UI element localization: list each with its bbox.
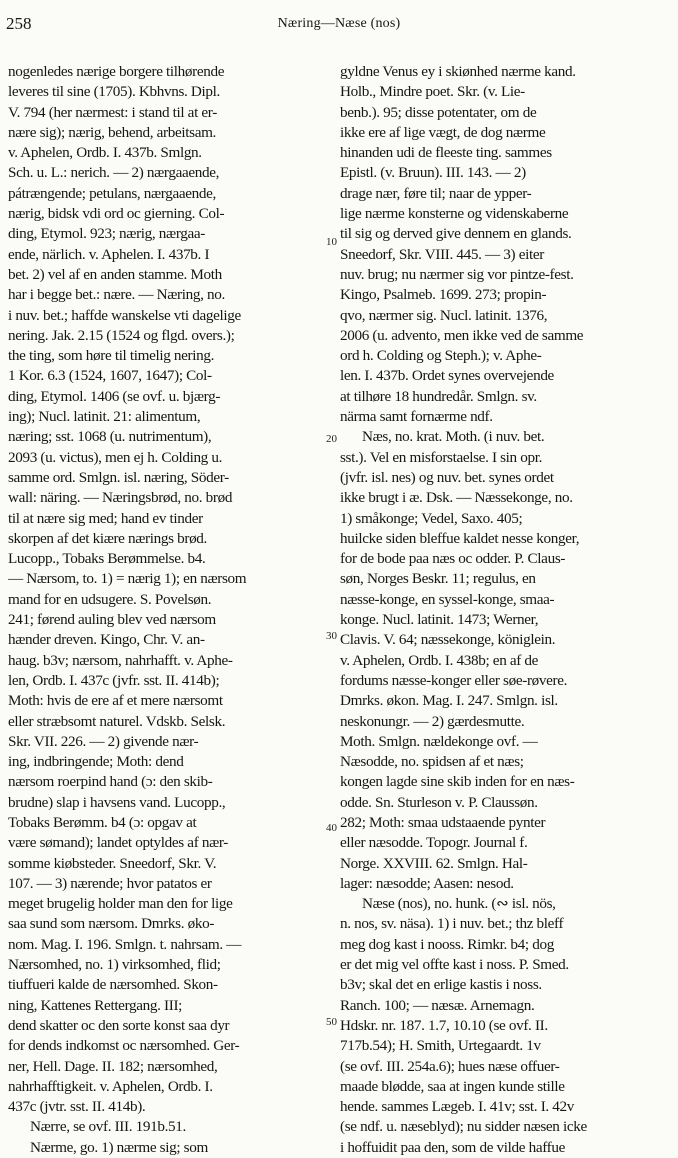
text-line: konge. Nucl. latinit. 1473; Werner, (340, 611, 539, 629)
text-line: nærsom roerpind hand (ɔ: den skib- (8, 773, 213, 791)
text-line: meget brugelig holder man den for lige (8, 895, 233, 913)
text-line: har i begge bet.: nære. — Næring, no. (8, 286, 225, 304)
text-line: ding, Etymol. 923; nærig, nærgaa- (8, 225, 205, 243)
text-line: Holb., Mindre poet. Skr. (v. Lie- (340, 83, 525, 101)
text-line: brudne) slap i havsens vand. Lucopp., (8, 793, 226, 811)
page-header (0, 14, 678, 36)
text-line: Hdskr. nr. 187. 1.7, 10.10 (se ovf. II. (340, 1016, 548, 1034)
text-line: 1) småkonge; Vedel, Saxo. 405; (340, 509, 523, 527)
text-line: maade blødde, saa at ingen kunde stille (340, 1077, 565, 1095)
text-line: haug. b3v; nærsom, nahrhafft. v. Aphe- (8, 651, 233, 669)
text-line: — Nærsom, to. 1) = nærig 1); en nærsom (8, 570, 247, 588)
text-line: 2093 (u. victus), men ej h. Colding u. (8, 448, 223, 466)
text-line: hinanden udi de fleeste ting. sammes (340, 144, 552, 162)
text-line: Lucopp., Tobaks Berømmelse. b4. (8, 550, 206, 568)
text-line: være sømand); landet optyldes af nær- (8, 834, 228, 852)
text-line: bet. 2) vel af en anden stamme. Moth (8, 265, 222, 283)
text-line: til at nære sig med; hand ev tinder (8, 509, 203, 527)
line-number-30: 30 (326, 630, 337, 642)
text-line: 241; førend auling blev ved nærsom (8, 611, 216, 629)
text-line: ning, Kattenes Rettergang. III; (8, 996, 183, 1014)
text-line: lige nærme konsterne og videnskaberne (340, 205, 569, 223)
text-line: ing); Nucl. latinit. 21: alimentum, (8, 408, 201, 426)
line-number-10: 10 (326, 236, 337, 248)
text-line: somme kiøbsteder. Sneedorf, Skr. V. (8, 854, 217, 872)
text-line: 717b.54); H. Smith, Urtegaardt. 1v (340, 1037, 541, 1055)
text-line: 282; Moth: smaa udstaaende pynter (340, 813, 546, 831)
text-line: Næs, no. krat. Moth. (i nuv. bet. (362, 428, 545, 446)
text-line: len, Ordb. I. 437c (jvfr. sst. II. 414b); (8, 671, 220, 689)
text-line: skorpen af det kiære nærings brød. (8, 529, 207, 547)
text-line: nogenledes nærige borgere tilhørende (8, 63, 225, 80)
running-title: Næring—Næse (nos) (277, 16, 401, 31)
text-line: saa sund som nærsom. Dmrks. øko- (8, 915, 215, 933)
text-line: meg dog kast i nooss. Rimkr. b4; dog (340, 935, 554, 953)
text-line: (se ovf. III. 254a.6); hues næse offuer- (340, 1057, 560, 1075)
line-number-50: 50 (326, 1016, 337, 1028)
text-line: nering. Jak. 2.15 (1524 og flgd. overs.); (8, 326, 235, 344)
text-line: eller næsodde. Topogr. Journal f. (340, 834, 528, 852)
text-line: næsse-konge, en syssel-konge, smaa- (340, 590, 555, 608)
text-line: huilcke siden bleffue kaldet nesse konger, (340, 529, 580, 547)
text-line: 107. — 3) nærende; hvor patatos er (8, 874, 212, 892)
text-line: tiuffueri kalde de nærsomhed. Skon- (8, 976, 218, 994)
text-line: kongen lagde sine skib inden for en næs- (340, 773, 575, 791)
text-line: b3v; skal det en erlige kastis i noss. (340, 976, 542, 994)
text-line: ner, Hell. Dage. II. 182; nærsomhed, (8, 1057, 218, 1075)
text-line: eller stræbsomt naturel. Vdskb. Selsk. (8, 712, 226, 730)
text-line: ikke brugt i æ. Dsk. — Næssekonge, no. (340, 489, 573, 507)
text-line: v. Aphelen, Ordb. I. 438b; en af de (340, 651, 539, 669)
page-number: 258 (6, 14, 32, 33)
text-line: the ting, som høre til timelig nering. (8, 347, 215, 365)
text-line: 2006 (u. advento, men ikke ved de samme (340, 326, 584, 344)
text-line: Moth: hvis de ere af et mere nærsomt (8, 692, 223, 710)
text-line: Næsodde, no. spidsen af et næs; (340, 753, 524, 771)
text-line: (se ndf. u. næseblyd); nu sidder næsen icke (340, 1118, 587, 1136)
text-line: wall: näring. — Næringsbrød, no. brød (8, 489, 233, 507)
text-line: n. nos, sv. näsa). 1) i nuv. bet.; thz bleff (340, 915, 564, 933)
text-line: Næse (nos), no. hunk. (∾ isl. nös, (362, 895, 556, 913)
text-line: pátrængende; petulans, nærgaaende, (8, 184, 216, 202)
text-line: til sig og derved give dennem en glands. (340, 225, 572, 243)
text-line: for de bode paa næs oc odder. P. Claus- (340, 550, 566, 568)
text-line: qvo, nærmer sig. Nucl. latinit. 1376, (340, 306, 548, 324)
text-line: Sneedorf, Skr. VIII. 445. — 3) eiter (340, 245, 544, 263)
text-line: er det mig vel offte kast i noss. P. Smed. (340, 956, 569, 974)
text-line: Nærsomhed, no. 1) virksomhed, flid; (8, 956, 221, 974)
text-line: søn, Norges Beskr. 11; regulus, en (340, 570, 536, 588)
text-line: ord h. Colding og Steph.); v. Aphe- (340, 347, 542, 365)
text-line: nære sig); nærig, behend, arbeitsam. (8, 123, 216, 141)
text-line: 1 Kor. 6.3 (1524, 1607, 1647); Col- (8, 367, 212, 385)
text-line: at tilhøre 18 hundredår. Smlgn. sv. (340, 387, 537, 405)
text-line: i hoffuidit paa den, som de vilde haffue (340, 1138, 566, 1156)
text-line: næring; sst. 1068 (u. nutrimentum), (8, 428, 212, 446)
text-line: Nærme, go. 1) nærme sig; som (30, 1138, 208, 1156)
text-line: Epistl. (v. Bruun). III. 143. — 2) (340, 164, 526, 182)
text-line: ding, Etymol. 1406 (se ovf. u. bjærg- (8, 387, 221, 405)
text-line: Sch. u. L.: nerich. — 2) nærgaaende, (8, 164, 220, 182)
line-number-20: 20 (326, 433, 337, 445)
text-line: Moth. Smlgn. nældekonge ovf. — (340, 732, 538, 750)
text-line: leveres til sine (1705). Kbhvns. Dipl. (8, 83, 220, 101)
text-line: hænder dreven. Kingo, Chr. V. an- (8, 631, 205, 649)
text-line: Kingo, Psalmeb. 1699. 273; propin- (340, 286, 547, 304)
text-line: Norge. XXVIII. 62. Smlgn. Hal- (340, 854, 528, 872)
left-column (8, 62, 330, 1158)
text-line: nahrhafftigkeit. v. Aphelen, Ordb. I. (8, 1077, 213, 1095)
text-line: närma samt fornærme ndf. (340, 408, 493, 426)
text-line: nuv. brug; nu nærmer sig vor pintze-fest. (340, 265, 574, 283)
text-line: 437c (jvtr. sst. II. 414b). (8, 1098, 146, 1116)
text-line: nærig, bidsk vdi ord oc gierning. Col- (8, 205, 225, 223)
text-line: len. I. 437b. Ordet synes overvejende (340, 367, 554, 385)
text-line: V. 794 (her nærmest: i stand til at er- (8, 103, 217, 121)
text-line: odde. Sn. Sturleson v. P. Claussøn. (340, 793, 538, 811)
text-line: gyldne Venus ey i skiønhed nærme kand. (340, 63, 576, 80)
text-line: dend skatter oc den sorte konst saa dyr (8, 1016, 230, 1034)
right-column (340, 62, 670, 1158)
text-line: fordums næsse-konger eller søe-røvere. (340, 671, 568, 689)
line-number-40: 40 (326, 822, 337, 834)
text-line: drage nær, føre til; naar de ypper- (340, 184, 532, 202)
text-line: (jvfr. isl. nes) og nuv. bet. synes ordet (340, 468, 554, 486)
text-line: sst.). Vel en misforstaelse. I sin opr. (340, 448, 543, 466)
text-line: ikke ere af lige vægt, de dog nærme (340, 123, 546, 141)
text-line: lager: næsodde; Aasen: nesod. (340, 874, 514, 892)
text-line: benb.). 95; disse potentater, om de (340, 103, 537, 121)
text-line: Skr. VII. 226. — 2) givende nær- (8, 732, 199, 750)
text-line: mand for en udsugere. S. Povelsøn. (8, 590, 212, 608)
text-line: samme ord. Smlgn. isl. næring, Söder- (8, 468, 229, 486)
text-line: hende. sammes Lægeb. I. 41v; sst. I. 42v (340, 1098, 575, 1116)
text-line: neskonungr. — 2) gærdesmutte. (340, 712, 525, 730)
text-line: Nærre, se ovf. III. 191b.51. (30, 1118, 186, 1136)
text-line: Dmrks. økon. Mag. I. 247. Smlgn. isl. (340, 692, 558, 710)
text-line: Tobaks Berømm. b4 (ɔ: opgav at (8, 813, 197, 831)
text-line: for dends indkomst oc nærsomhed. Ger- (8, 1037, 240, 1055)
text-line: ing, indbringende; Moth: dend (8, 753, 184, 771)
text-line: Ranch. 100; — næsæ. Arnemagn. (340, 996, 535, 1014)
text-line: i nuv. bet.; haffde wanskelse vti dagelige (8, 306, 241, 324)
text-line: Clavis. V. 64; næssekonge, königlein. (340, 631, 556, 649)
text-line: v. Aphelen, Ordb. I. 437b. Smlgn. (8, 144, 202, 162)
text-line: ende, närlich. v. Aphelen. I. 437b. I (8, 245, 210, 263)
text-line: nom. Mag. I. 196. Smlgn. t. nahrsam. — (8, 935, 242, 953)
